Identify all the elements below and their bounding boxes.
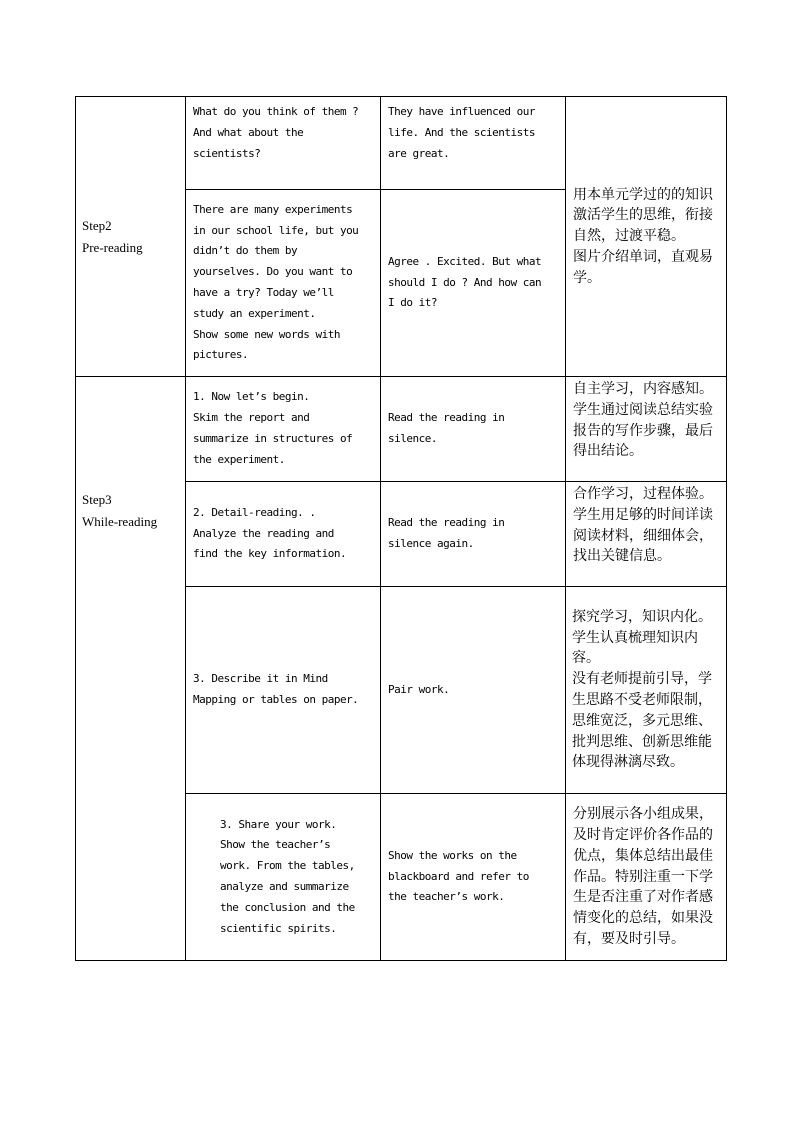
text-line: study an experiment.	[193, 306, 316, 320]
text-line: the teacher’s work.	[388, 890, 505, 904]
student-activity-cell	[381, 97, 566, 190]
text-line: Read the reading in	[388, 411, 505, 425]
text-line: 优点，集体总结出最佳	[573, 847, 713, 864]
text-line: in our school life, but you	[193, 223, 359, 237]
step-cell-pre-reading	[76, 97, 186, 377]
purpose-cell	[566, 794, 727, 961]
teacher-activity-cell	[186, 377, 381, 482]
teacher-activity-cell	[186, 482, 381, 587]
text-line: scientists?	[193, 146, 261, 160]
text-line: 阅读材料，细细体会，	[573, 527, 713, 544]
text-line: 有，要及时引导。	[573, 930, 685, 947]
student-activity-cell	[381, 377, 566, 482]
text-line: pictures.	[193, 348, 249, 362]
text-line: yourselves. Do you want to	[193, 265, 353, 279]
teacher-activity-cell	[186, 794, 381, 961]
text-line: Skim the report and	[193, 411, 310, 425]
table-row	[76, 377, 727, 482]
teacher-activity-cell	[186, 190, 381, 377]
text-line: 体现得淋漓尽致。	[572, 754, 684, 771]
text-line: silence.	[388, 432, 437, 445]
text-line: 分别展示各小组成果，	[573, 806, 713, 823]
text-line: 用本单元学过的的知识	[573, 186, 713, 203]
text-line: Pair work.	[388, 682, 450, 696]
text-line: 学生通过阅读总结实验	[573, 401, 713, 418]
text-line: life. And the scientists	[388, 125, 535, 139]
text-line: didn’t do them by	[193, 244, 298, 258]
purpose-cell	[566, 587, 727, 794]
text-line: are great.	[388, 146, 450, 160]
text-line: 生是否注重了对作者感	[573, 889, 713, 906]
text-line: 学。	[573, 269, 601, 286]
text-line: 3. Describe it in Mind	[193, 672, 328, 686]
text-line: 自主学习，内容感知。	[573, 381, 713, 397]
step-name: Step2	[82, 217, 112, 233]
text-line: Show some new words with	[193, 327, 340, 341]
text-line: find the key information.	[193, 547, 347, 561]
text-line: What do you think of them ?	[193, 105, 359, 118]
student-activity-cell	[381, 190, 566, 377]
text-line: Analyze the reading and	[193, 526, 334, 540]
text-line: Show the teacher’s	[220, 838, 331, 852]
student-activity-cell	[381, 794, 566, 961]
text-line: 得出结论。	[573, 443, 643, 460]
step-name: Step3	[82, 492, 112, 507]
student-activity-cell	[381, 482, 566, 587]
step-cell-while-reading	[76, 377, 186, 961]
text-line: 合作学习，过程体验。	[573, 486, 713, 502]
purpose-cell	[566, 97, 727, 377]
text-line: summarize in structures of	[193, 432, 353, 445]
text-line: 情变化的总结，如果没	[573, 910, 713, 927]
text-line: analyze and summarize	[220, 880, 349, 893]
text-line: work. From the tables,	[220, 859, 355, 873]
teacher-activity-cell	[186, 587, 381, 794]
teacher-activity-cell	[186, 97, 381, 190]
text-line: the experiment.	[193, 452, 285, 466]
text-line: 学生认真梳理知识内容。	[572, 629, 698, 667]
step-sub: Pre-reading	[82, 239, 143, 255]
text-line: 探究学习，知识内化。	[572, 608, 712, 625]
text-line: I do it?	[388, 296, 437, 310]
text-line: They have influenced our	[388, 105, 535, 118]
text-line: 激活学生的思维，衔接	[573, 207, 713, 224]
text-line: 生思路不受老师限制，	[572, 692, 712, 708]
step-sub: While-reading	[82, 514, 158, 529]
text-line: 作品。特别注重一下学	[573, 868, 713, 885]
text-line: There are many experiments	[193, 202, 353, 216]
lesson-plan-table	[75, 96, 727, 961]
text-line: 图片介绍单词，直观易	[573, 248, 713, 265]
text-line: the conclusion and the	[220, 900, 355, 914]
text-line: have a try? Today we’ll	[193, 286, 334, 299]
text-line: scientific spirits.	[220, 921, 337, 935]
text-line: 自然，过渡平稳。	[573, 228, 685, 245]
text-line: 批判思维、创新思维能	[572, 733, 712, 750]
text-line: blackboard and refer to	[388, 869, 529, 883]
text-line: 报告的写作步骤，最后	[573, 422, 713, 439]
text-line: 思维宽泛，多元思维、	[572, 712, 712, 729]
text-line: Mapping or tables on paper.	[193, 693, 359, 706]
text-line: Read the reading in	[388, 516, 505, 530]
student-activity-cell	[381, 587, 566, 794]
text-line: silence again.	[388, 537, 474, 550]
text-line: And what about the	[193, 125, 304, 139]
text-line: 没有老师提前引导，学	[572, 671, 712, 688]
purpose-cell	[566, 377, 727, 482]
text-line: 找出关键信息。	[573, 548, 671, 565]
text-line: 及时肯定评价各作品的	[573, 827, 713, 843]
text-line: Agree . Excited. But what	[388, 254, 542, 268]
text-line: 2. Detail-reading. .	[193, 505, 316, 519]
text-line: 3. Share your work.	[220, 817, 337, 831]
text-line: should I do ? And how can	[388, 275, 542, 289]
purpose-cell	[566, 482, 727, 587]
text-line: 学生用足够的时间详读	[573, 506, 713, 523]
text-line: 1. Now let’s begin.	[193, 390, 310, 404]
text-line: Show the works on the	[388, 848, 517, 862]
table-row	[76, 97, 727, 190]
